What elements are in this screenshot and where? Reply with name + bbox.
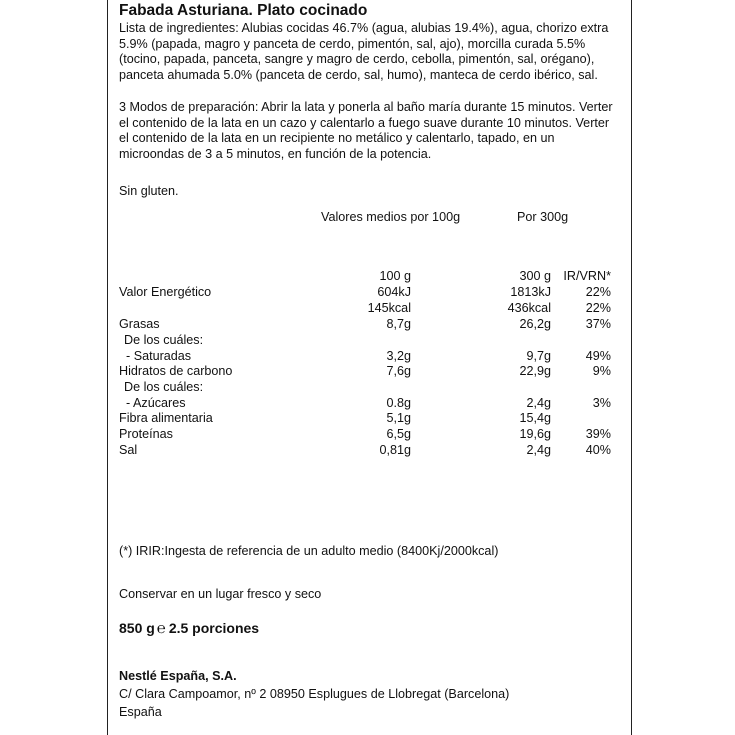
- net-weight: [119, 620, 259, 637]
- estimate-sign-icon: ℮: [156, 620, 166, 637]
- reference-intake-percent: 22%: [585, 301, 611, 315]
- value-per-300g: 19,6g: [519, 427, 551, 441]
- value-per-300g: 2,4g: [526, 396, 551, 410]
- company-name: Nestlé España, S.A.: [119, 669, 237, 683]
- subheader-ir: IR/VRN*: [563, 269, 611, 283]
- reference-intake-percent: 40%: [585, 443, 611, 457]
- reference-intake-percent: 39%: [585, 427, 611, 441]
- nutrient-label: Hidratos de carbono: [119, 364, 233, 378]
- preparation-text: 3 Modos de preparación: Abrir la lata y ponerla al baño maría durante 15 minutos. Verter el contenido de la lata en un cazo y calentarlo a fuego suave durante 10 minutos. Verter el contenido de la lata en un recipiente no metálico y calentarlo, tapado, en un microondas de 3 a 5 minutos, en función de la potencia.: [119, 100, 613, 161]
- nutrient-label: Fibra alimentaria: [119, 411, 213, 425]
- reference-intake-percent: 3%: [592, 396, 611, 410]
- nutrition-row: [0, 379, 735, 395]
- storage-note: Conservar en un lugar fresco y seco: [119, 587, 322, 601]
- portions-value: 2.5 porciones: [168, 620, 260, 636]
- nutrient-label: Proteínas: [119, 427, 173, 441]
- value-per-300g: 2,4g: [526, 443, 551, 457]
- nutrient-label: De los cuáles:: [124, 333, 204, 347]
- value-per-100g: 0.8g: [386, 396, 411, 410]
- value-per-300g: 1813kJ: [510, 285, 551, 299]
- nutrient-label: Grasas: [119, 317, 160, 331]
- value-per-100g: 604kJ: [377, 285, 411, 299]
- value-per-300g: 22,9g: [519, 364, 551, 378]
- value-per-100g: 8,7g: [386, 317, 411, 331]
- gluten-free-note: Sin gluten.: [119, 184, 179, 198]
- nutrition-row: [0, 395, 735, 411]
- value-per-100g: 3,2g: [386, 349, 411, 363]
- nutrition-row: [0, 410, 735, 426]
- nutrient-label: De los cuáles:: [124, 380, 204, 394]
- nutrient-label: - Saturadas: [126, 349, 192, 363]
- nutrition-subheader: [0, 268, 735, 284]
- nutrition-header: [0, 209, 735, 225]
- value-per-300g: 15,4g: [519, 411, 551, 425]
- value-per-100g: 6,5g: [386, 427, 411, 441]
- subheader-300g: 300 g: [519, 269, 551, 283]
- subheader-100g: 100 g: [379, 269, 411, 283]
- nutrition-row: [0, 348, 735, 364]
- nutrition-row: [0, 363, 735, 379]
- value-per-300g: 436kcal: [507, 301, 551, 315]
- value-per-300g: 9,7g: [526, 349, 551, 363]
- nutrition-row: [0, 442, 735, 458]
- reference-intake-percent: 49%: [585, 349, 611, 363]
- company-address: C/ Clara Campoamor, nº 2 08950 Esplugues de Llobregat (Barcelona): [119, 687, 510, 701]
- value-per-100g: 5,1g: [386, 411, 411, 425]
- nutrition-row: [0, 284, 735, 300]
- product-title: Fabada Asturiana. Plato cocinado: [119, 2, 368, 19]
- value-per-100g: 145kcal: [367, 301, 411, 315]
- nutrient-label: - Azúcares: [126, 396, 186, 410]
- nutrient-label: Sal: [119, 443, 138, 457]
- weight-value: 850 g: [119, 620, 155, 636]
- nutrient-label: Valor Energético: [119, 285, 212, 299]
- value-per-100g: 0,81g: [379, 443, 411, 457]
- company-country: España: [119, 705, 162, 719]
- header-per-300g: Por 300g: [517, 210, 569, 224]
- value-per-100g: 7,6g: [386, 364, 411, 378]
- reference-intake-percent: 9%: [592, 364, 611, 378]
- reference-intake-percent: 37%: [585, 317, 611, 331]
- header-per-100g: Valores medios por 100g: [321, 210, 461, 224]
- nutrition-row: [0, 426, 735, 442]
- value-per-300g: 26,2g: [519, 317, 551, 331]
- nutrition-row: [0, 316, 735, 332]
- nutrition-row: [0, 332, 735, 348]
- ir-footnote: (*) IRIR:Ingesta de referencia de un adulto medio (8400Kj/2000kcal): [119, 544, 499, 558]
- reference-intake-percent: 22%: [585, 285, 611, 299]
- nutrition-row: [0, 300, 735, 316]
- ingredients-text: Lista de ingredientes: Alubias cocidas 46.7% (agua, alubias 19.4%), agua, chorizo extra 5.9% (papada, magro y panceta de cerdo, pimentón, sal, ajo), morcilla curada 5.5% (tocino, papada, panceta, sangre y magro de cerdo, cebolla, pimentón, sal, orégano), panceta ahumada 5.0% (panceta de cerdo, sal, humo), manteca de cerdo ibérico, sal.: [119, 21, 609, 82]
